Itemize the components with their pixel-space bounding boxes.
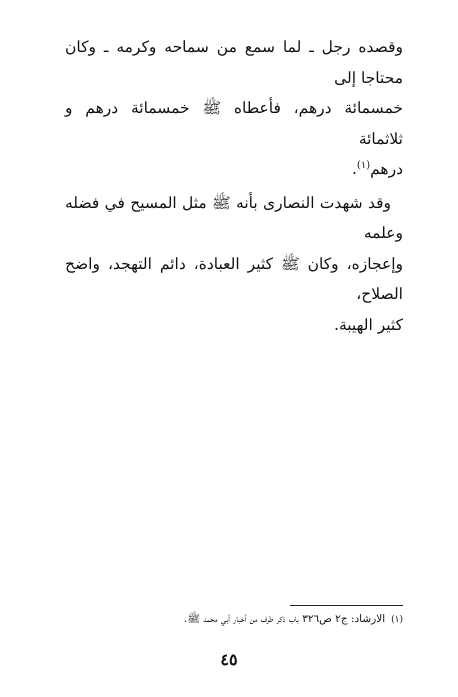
footnote	[63, 611, 403, 628]
main-text	[65, 32, 403, 340]
footnote-text: الارشاد: ج٢ ص٣٢٦ باب ذكر طرف من أخبار أبي محمد ﷺ.	[184, 613, 386, 625]
paragraph-1	[65, 32, 403, 185]
paragraph-1-line-1: وقصده رجل ـ لما سمع من سماحه وكرمه ـ وكان محتاجا إلى	[65, 38, 403, 87]
footnote-number: (١)	[391, 615, 403, 625]
paragraph-2-line-1: وقد شهدت النصارى بأنه ﷺ مثل المسيح في فضله وعلمه	[65, 193, 403, 242]
paragraph-1-end: .	[351, 160, 357, 178]
footnote-reference: (١)	[356, 159, 371, 171]
page-number: ٤٥	[220, 650, 238, 669]
paragraph-2-line-2: وإعجازه، وكان ﷺ كثير العبادة، دائم التهجد، واضح الصلاح،	[65, 254, 403, 303]
paragraph-1-line-2: خمسمائة درهم، فأعطاه ﷺ خمسمائة درهم و ثلاثمائة	[65, 99, 403, 148]
paragraph-1-line-3: درهم	[370, 160, 403, 178]
footnote-separator	[290, 605, 403, 606]
paragraph-2-line-3: كثير الهيبة.	[334, 315, 403, 334]
paragraph-2	[65, 188, 403, 341]
